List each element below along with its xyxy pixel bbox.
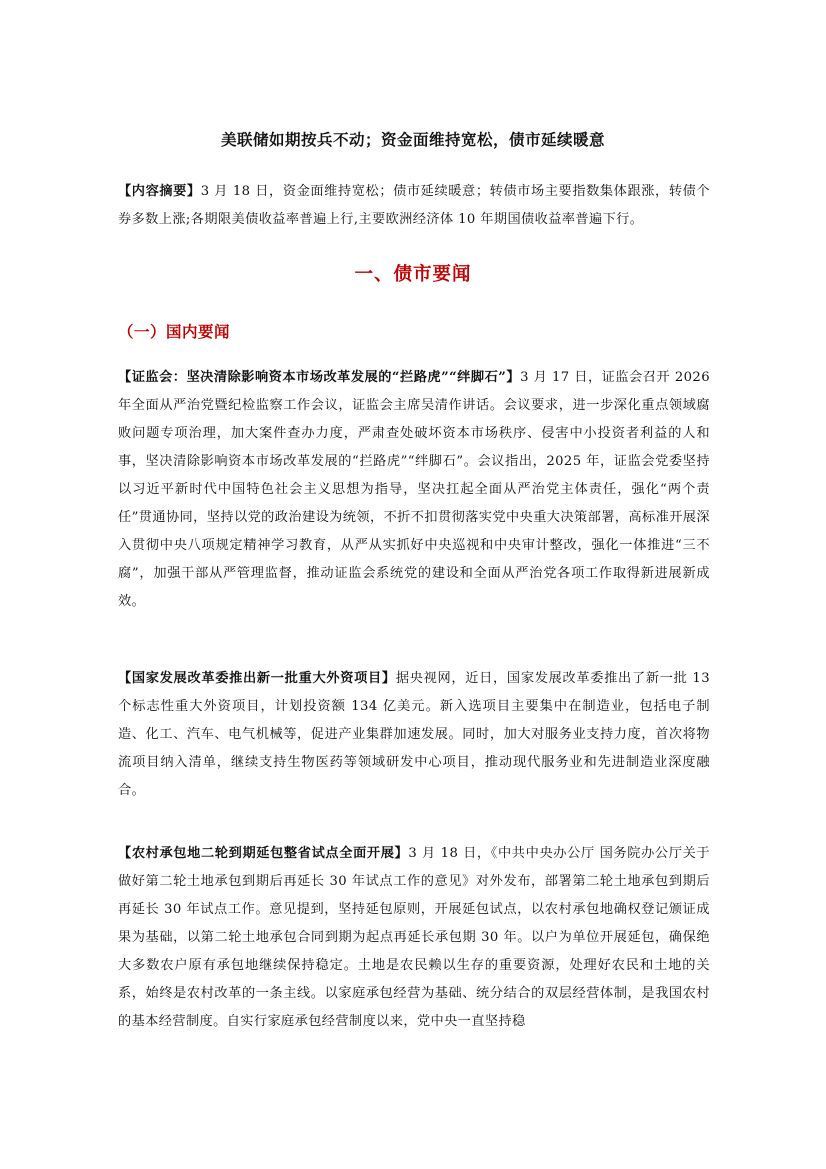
summary-paragraph	[118, 178, 710, 234]
news-item-ndrc	[118, 665, 710, 805]
document-title: 美联储如期按兵不动；资金面维持宽松，债市延续暖意	[220, 130, 605, 149]
news-item-csrc	[118, 364, 710, 616]
news-headline: 【国家发展改革委推出新一批重大外资项目】	[118, 671, 396, 686]
news-body: 3 月 17 日，证监会召开 2026 年全面从严治党暨纪检监察工作会议，证监会主席吴清作讲话。会议要求，进一步深化重点领域腐败问题专项治理，加大案件查办力度，严肃查处破坏资本市场秩序、侵害中小投资者利益的人和事，坚决清除影响资本市场改革发展的“拦路虎”“绊脚石”。会议指出，2025 年，证监会党委坚持以习近平新时代中国特色社会主义思想为指导，坚决扛起全面从严治党主体责任，强化“两个责任”贯通协同，坚持以党的政治建设为统领，不折不扣贯彻落实党中央重大决策部署，高标准开展深入贯彻中央八项规定精神学习教育，从严从实抓好中央巡视和中央审计整改，强化一体推进“三不腐”，加强干部从严管理监督，推动证监会系统党的建设和全面从严治党各项工作取得新进展新成效。	[118, 370, 710, 609]
news-body: 据央视网，近日，国家发展改革委推出了新一批 13 个标志性重大外资项目，计划投资额 134 亿美元。新入选项目主要集中在制造业，包括电子制造、化工、汽车、电气机械等，促进产业集群加速发展。同时，加大对服务业支持力度，首次将物流项目纳入清单，继续支持生物医药等领域研发中心项目，推动现代服务业和先进制造业深度融合。	[118, 671, 710, 798]
section-title: 一、债市要闻	[354, 264, 472, 285]
summary-text: 3 月 18 日，资金面维持宽松；债市延续暖意；转债市场主要指数集体跟涨，转债个券多数上涨;各期限美债收益率普遍上行,主要欧洲经济体 10 年期国债收益率普遍下行。	[118, 184, 710, 227]
subsection-title: （一）国内要闻	[118, 322, 231, 341]
summary-label: 【内容摘要】	[118, 184, 201, 199]
news-headline: 【证监会：坚决清除影响资本市场改革发展的“拦路虎”“绊脚石”】	[118, 370, 521, 385]
news-body: 3 月 18 日，《中共中央办公厅 国务院办公厅关于做好第二轮土地承包到期后再延长 30 年试点工作的意见》对外发布，部署第二轮土地承包到期后再延长 30 年试点工作。意见提到，坚持延包原则，开展延包试点，以农村承包地确权登记颁证成果为基础，以第二轮土地承包合同到期为起点再延长承包期 30 年。以户为单位开展延包，确保绝大多数农户原有承包地继续保持稳定。土地是农民赖以生存的重要资源，处理好农民和土地的关系，始终是农村改革的一条主线。以家庭承包经营为基础、统分结合的双层经营体制，是我国农村的基本经营制度。自实行家庭承包经营制度以来，党中央一直坚持稳	[118, 846, 710, 1029]
news-item-land-contract	[118, 840, 710, 1036]
news-headline: 【农村承包地二轮到期延包整省试点全面开展】	[118, 846, 409, 861]
